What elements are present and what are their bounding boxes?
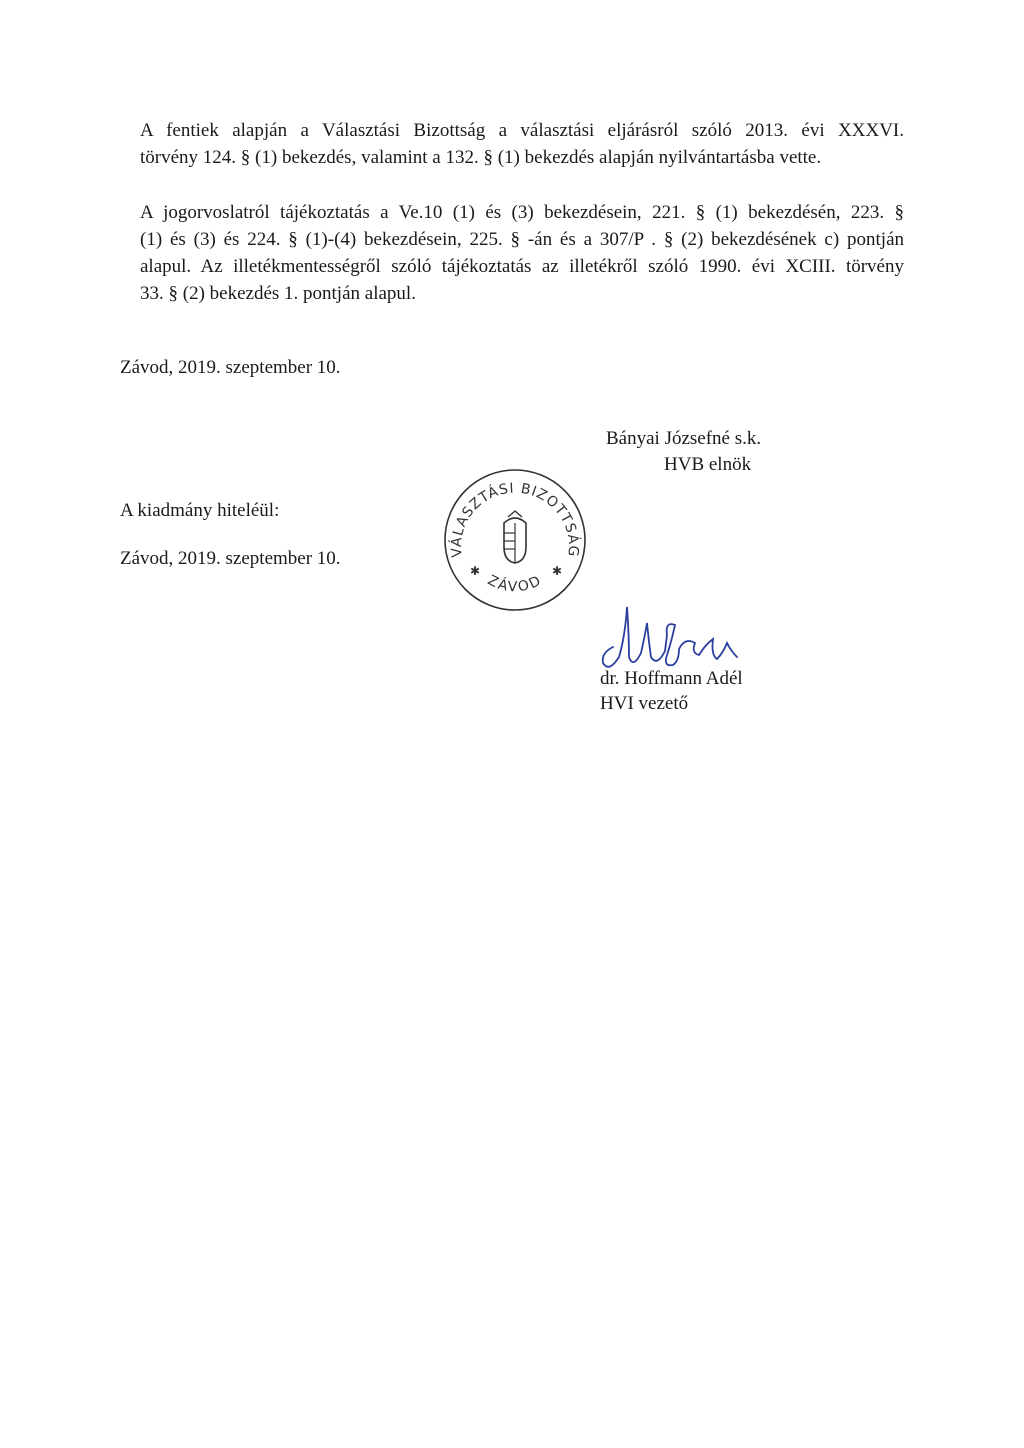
- date-line-1: Závod, 2019. szeptember 10.: [120, 357, 341, 378]
- paragraph-2-line-4: 33. § (2) bekezdés 1. pontján alapul.: [140, 283, 416, 304]
- date-line-2: Závod, 2019. szeptember 10.: [120, 548, 341, 569]
- star-icon: ✱: [552, 564, 563, 578]
- paragraph-1-line-1: A fentiek alapján a Választási Bizottság a választási eljárásról szóló 2013. évi XXXVI.: [140, 120, 904, 141]
- paragraph-2-line-2: (1) és (3) és 224. § (1)-(4) bekezdésein, 225. § -án és a 307/P . § (2) bekezdésének c) pontján: [140, 229, 904, 250]
- paragraph-2-line-1: A jogorvoslatról tájékoztatás a Ve.10 (1) és (3) bekezdésein, 221. § (1) bekezdésén, 223. §: [140, 202, 904, 223]
- signer-2-name: dr. Hoffmann Adél: [600, 668, 743, 689]
- paragraph-2-line-3: alapul. Az illetékmentességről szóló tájékoztatás az illetékről szóló 1990. évi XCIII. törvény: [140, 256, 904, 277]
- handwritten-signature: [595, 595, 765, 675]
- signer-1-title: HVB elnök: [664, 454, 752, 475]
- signer-2-title: HVI vezető: [600, 693, 689, 714]
- stamp-bottom-text: ZÁVOD: [484, 572, 546, 596]
- signer-1-name: Bányai Józsefné s.k.: [606, 428, 762, 449]
- paragraph-1-line-2: törvény 124. § (1) bekezdés, valamint a 132. § (1) bekezdés alapján nyilvántartásba vette.: [140, 147, 822, 168]
- official-stamp: [440, 465, 590, 615]
- coat-of-arms-icon: [504, 511, 526, 563]
- certification-label: A kiadmány hiteléül:: [120, 500, 280, 521]
- star-icon: ✱: [470, 564, 481, 578]
- stamp-top-text: VÁLASZTÁSI BIZOTTSÁG: [448, 480, 582, 559]
